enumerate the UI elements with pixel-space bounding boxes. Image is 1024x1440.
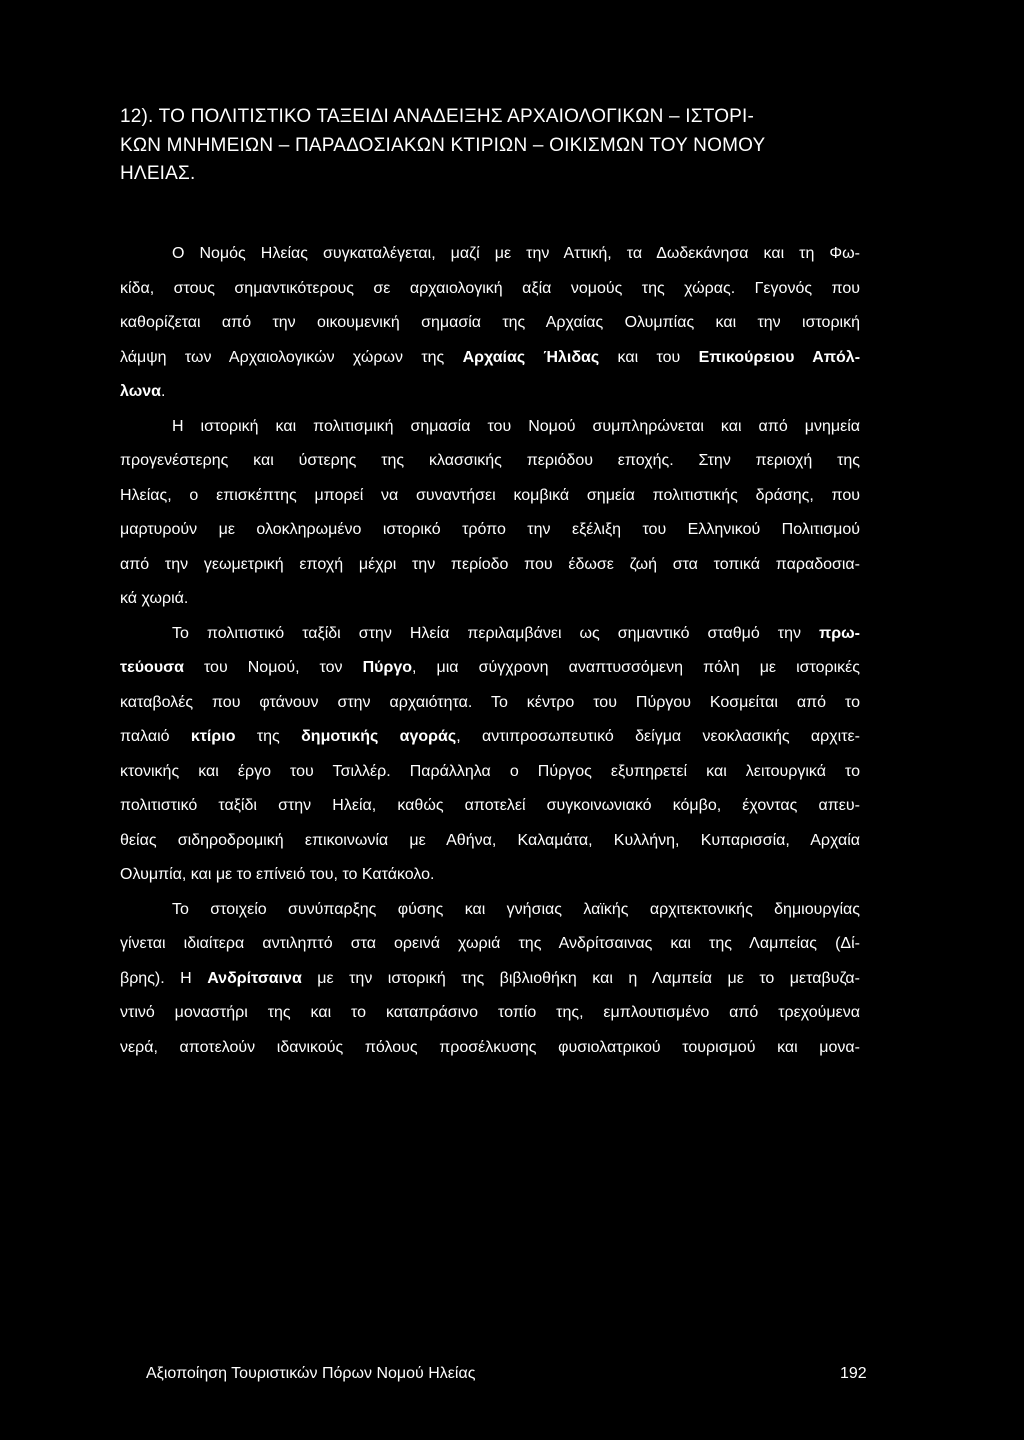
bold-run: τεύουσα <box>120 659 184 676</box>
bold-run: Πύργο <box>362 659 413 676</box>
text-run: της <box>235 728 302 745</box>
text-line: νερά, αποτελούν ιδανικούς πόλους προσέλκυσης φυσιολατρικού τουρισμού και μονα- <box>120 1038 860 1056</box>
bold-run: κτίριο <box>190 728 236 745</box>
text-line: καταβολές που φτάνουν στην αρχαιότητα. Το κέντρο του Πύργου Κοσμείται από το <box>120 693 860 711</box>
text-line: προγενέστερης και ύστερης της κλασσικής περιόδου εποχής. Στην περιοχή της <box>120 452 860 469</box>
bold-run: πρω- <box>819 624 860 642</box>
text-run: Το πολιτιστικό ταξίδι στην Ηλεία περιλαμβάνει ως σημαντικό σταθμό την <box>172 624 819 642</box>
text-run: , μια σύγχρονη αναπτυσσόμενη πόλη με ιστορικές <box>412 659 861 676</box>
text-line: από την γεωμετρική εποχή μέχρι την περίοδο που έδωσε ζωή στα τοπικά παραδοσια- <box>120 555 860 573</box>
text-line: μαρτυρούν με ολοκληρωμένο ιστορικό τρόπο την εξέλιξη του Ελληνικού Πολιτισμού <box>120 521 860 538</box>
heading-line: ΚΩΝ ΜΝΗΜΕΙΩΝ – ΠΑΡΑΔΟΣΙΑΚΩΝ ΚΤΙΡΙΩΝ – ΟΙΚΙΣΜΩΝ ΤΟΥ ΝΟΜΟΥ <box>120 134 766 156</box>
text-run: , αντιπροσωπευτικό δείγμα νεοκλασικής αρχιτε- <box>456 728 860 745</box>
text-run: και του <box>599 348 699 366</box>
body-text <box>120 242 860 1070</box>
heading-line: 12). ΤΟ ΠΟΛΙΤΙΣΤΙΚΟ ΤΑΞΕΙΔΙ ΑΝΑΔΕΙΞΗΣ ΑΡΧΑΙΟΛΟΓΙΚΩΝ – ΙΣΤΟΡΙ- <box>120 106 755 127</box>
paragraph-mountain-villages <box>120 898 860 1059</box>
section-heading <box>120 103 910 189</box>
paragraph-monuments <box>120 415 860 611</box>
text-line <box>120 622 860 645</box>
text-line <box>120 380 860 403</box>
text-line: Ηλείας, ο επισκέπτης μπορεί να συναντήσει κομβικά σημεία πολιτιστικής δράσης, που <box>120 486 860 504</box>
text-line <box>120 656 860 679</box>
page-number: 192 <box>840 1365 867 1382</box>
text-line: κτονικής και έργο του Τσιλλέρ. Παράλληλα ο Πύργος εξυπηρετεί και λειτουργικά το <box>120 762 860 780</box>
text-run: λάμψη των Αρχαιολογικών χώρων της <box>120 348 463 366</box>
text-line: Ολυμπία, και με το επίνειό του, το Κατάκολο. <box>120 866 435 883</box>
text-line: καθορίζεται από την οικουμενική σημασία της Αρχαίας Ολυμπίας και την ιστορική <box>120 314 860 331</box>
text-run: του Νομού, τον <box>183 659 363 676</box>
paragraph-pyrgos <box>120 622 860 887</box>
heading-line: ΗΛΕΙΑΣ. <box>120 163 196 184</box>
text-line <box>120 967 860 990</box>
text-line: Το στοιχείο συνύπαρξης φύσης και γνήσιας λαϊκής αρχιτεκτονικής δημιουργίας <box>172 900 860 918</box>
text-line: θείας σιδηροδρομική επικοινωνία με Αθήνα, Καλαμάτα, Κυλλήνη, Κυπαρισσία, Αρχαία <box>120 831 860 849</box>
text-line: ντινό μοναστήρι της και το καταπράσινο τοπίο της, εμπλουτισμένο από τρεχούμενα <box>120 1004 860 1021</box>
text-line: γίνεται ιδιαίτερα αντιληπτό στα ορεινά χωριά της Ανδρίτσαινας και της Λαμπείας (Δί- <box>120 935 860 952</box>
text-line: κίδα, στους σημαντικότερους σε αρχαιολογική αξία νομούς της χώρας. Γεγονός που <box>120 279 860 297</box>
text-run: με την ιστορική της βιβλιοθήκη και η Λαμπεία με το μεταβυζα- <box>301 969 861 987</box>
bold-run: δημοτικής αγοράς <box>301 728 457 745</box>
footer-title: Αξιοποίηση Τουριστικών Πόρων Νομού Ηλείας <box>146 1365 476 1382</box>
text-line: κά χωριά. <box>120 590 189 607</box>
page-footer <box>0 1361 1024 1389</box>
bold-run: Αρχαίας Ήλιδας <box>462 348 600 366</box>
bold-run: Επικούρειου Απόλ- <box>698 348 861 366</box>
text-line <box>120 725 860 748</box>
paragraph-intro <box>120 242 860 403</box>
text-line: πολιτιστικό ταξίδι στην Ηλεία, καθώς αποτελεί συγκοινωνιακό κόμβο, έχοντας απευ- <box>120 797 860 814</box>
text-line <box>120 346 860 369</box>
bold-run: λωνα <box>120 383 161 400</box>
bold-run: Ανδρίτσαινα <box>207 969 302 987</box>
text-run: βρης). Η <box>120 969 208 987</box>
text-run: παλαιό <box>120 728 191 745</box>
text-line: Η ιστορική και πολιτισμική σημασία του Νομού συμπληρώνεται και από μνημεία <box>172 417 860 435</box>
text-line: Ο Νομός Ηλείας συγκαταλέγεται, μαζί με την Αττική, τα Δωδεκάνησα και τη Φω- <box>172 245 860 262</box>
text-run: . <box>160 383 166 400</box>
